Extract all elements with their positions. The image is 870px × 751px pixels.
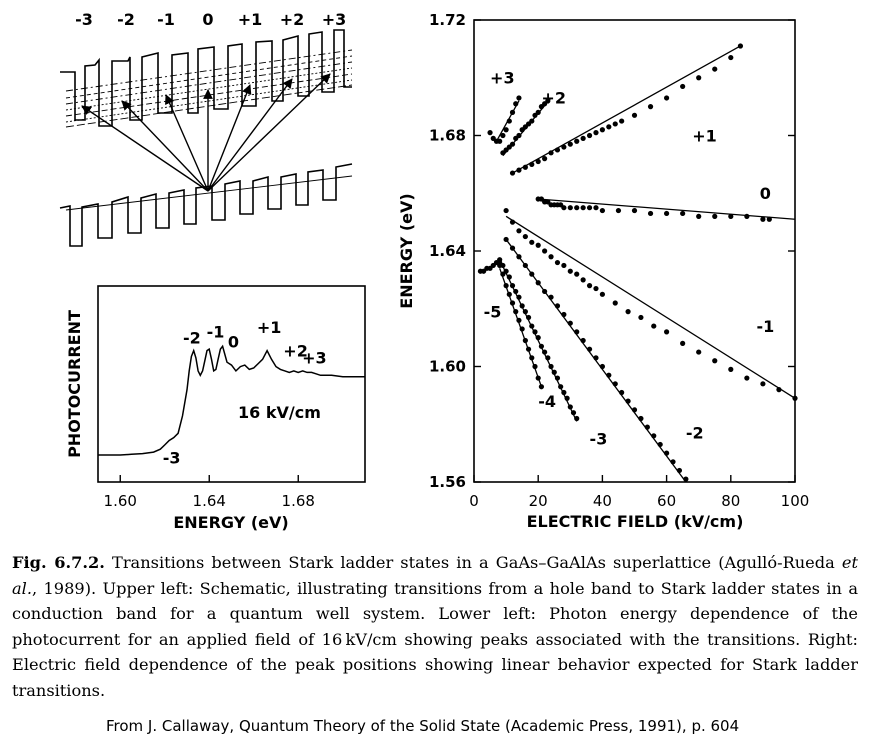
data-point (619, 390, 624, 395)
data-point (526, 315, 531, 320)
data-point (516, 133, 521, 138)
peak-label: +1 (256, 318, 282, 338)
x-tick-label: 100 (780, 492, 810, 510)
branch-label: 0 (759, 184, 771, 204)
data-point (504, 127, 509, 132)
branch-label: -4 (538, 391, 556, 411)
transition-arrow (208, 74, 330, 191)
x-tick-label: 1.68 (281, 492, 315, 510)
data-point (696, 349, 701, 354)
y-tick-label: 1.56 (428, 473, 466, 491)
data-point (529, 272, 534, 277)
data-point (516, 228, 521, 233)
valence-band-profile (60, 164, 352, 246)
fan-y-axis-label: ENERGY (eV) (397, 193, 416, 309)
data-point (571, 410, 576, 415)
data-point (520, 326, 525, 331)
caption-label: Fig. 6.7.2. (12, 553, 105, 572)
x-tick-label: 20 (528, 492, 548, 510)
data-point (536, 243, 541, 248)
level-label: 0 (202, 10, 214, 29)
caption-text-1: Transitions between Stark ladder states in a GaAs–GaAlAs superlattice (Agulló-Rueda (104, 553, 842, 572)
data-point (555, 260, 560, 265)
data-point (500, 272, 505, 277)
data-point (510, 283, 515, 288)
y-tick-label: 1.72 (428, 11, 466, 29)
data-point (587, 283, 592, 288)
photocurrent-y-axis-label: PHOTOCURRENT (65, 310, 84, 458)
data-point (552, 370, 557, 375)
branch-label: -2 (685, 423, 704, 443)
data-point (648, 211, 653, 216)
branch-label: +2 (541, 88, 566, 108)
data-point (638, 416, 643, 421)
peak-label: +3 (302, 348, 327, 368)
data-point (529, 162, 534, 167)
data-point (536, 110, 541, 115)
data-point (645, 425, 650, 430)
data-point (510, 110, 515, 115)
data-point (606, 124, 611, 129)
hole-level (66, 176, 352, 210)
data-point (638, 315, 643, 320)
data-point (587, 133, 592, 138)
data-point (680, 84, 685, 89)
caption-text-2: , 1989). Upper left: Schematic, illustrating transitions from a hole band to Stark ladder states in a conduction band for a quantum well system. Lower left: Photon energy dependence of the photocurrent for an applied field of 16 kV/cm showing peaks associated with the transitions. Right: Electric field dependence of the peak positions showing linear behavior expected for Stark ladder transitions. (12, 578, 858, 700)
data-point (510, 170, 515, 175)
data-point (487, 130, 492, 135)
data-point (600, 292, 605, 297)
data-point (529, 118, 534, 123)
data-point (677, 468, 682, 473)
data-point (744, 375, 749, 380)
data-point (712, 214, 717, 219)
data-point (625, 399, 630, 404)
data-point (510, 142, 515, 147)
data-point (581, 136, 586, 141)
transition-arrows (82, 74, 330, 191)
data-point (523, 263, 528, 268)
data-point (600, 208, 605, 213)
photocurrent-field-label: 16 kV/cm (238, 403, 321, 422)
data-point (568, 269, 573, 274)
data-point (561, 205, 566, 210)
photocurrent-plot (65, 286, 365, 532)
data-point (507, 118, 512, 123)
fit-line (513, 46, 741, 173)
data-point (600, 127, 605, 132)
data-point (632, 208, 637, 213)
data-point (548, 364, 553, 369)
data-point (542, 156, 547, 161)
x-tick-label: 60 (657, 492, 677, 510)
data-point (664, 211, 669, 216)
fan-axis-ticks (429, 11, 809, 510)
level-label: -3 (75, 10, 93, 29)
data-point (600, 364, 605, 369)
data-point (536, 280, 541, 285)
data-point (593, 355, 598, 360)
y-tick-label: 1.68 (428, 126, 466, 145)
data-point (548, 295, 553, 300)
fan-x-axis-label: ELECTRIC FIELD (kV/cm) (526, 512, 744, 531)
data-point (529, 240, 534, 245)
fit-line (506, 216, 795, 398)
data-point (712, 358, 717, 363)
data-point (574, 139, 579, 144)
peak-label: -1 (206, 322, 225, 342)
data-point (574, 272, 579, 277)
branch-label: +1 (692, 126, 717, 146)
data-point (555, 303, 560, 308)
data-point (696, 75, 701, 80)
data-point (664, 451, 669, 456)
data-point (513, 289, 518, 294)
peak-label: +2 (283, 341, 308, 361)
data-point (613, 300, 618, 305)
data-point (568, 142, 573, 147)
x-tick-label: 1.64 (192, 492, 226, 510)
data-point (760, 217, 765, 222)
level-label: -2 (117, 10, 135, 29)
transition-arrow (208, 79, 292, 191)
data-point (568, 205, 573, 210)
data-point (632, 407, 637, 412)
transition-arrow (122, 101, 208, 191)
data-point (542, 289, 547, 294)
data-point (504, 283, 509, 288)
stark-fan-plot (397, 11, 809, 531)
data-point (587, 347, 592, 352)
data-point (568, 321, 573, 326)
data-point (558, 384, 563, 389)
data-point (619, 118, 624, 123)
data-point (648, 104, 653, 109)
data-point (728, 55, 733, 60)
data-point (504, 237, 509, 242)
data-point (513, 309, 518, 314)
data-point (529, 323, 534, 328)
y-tick-label: 1.60 (428, 357, 466, 376)
data-point (767, 217, 772, 222)
data-point (581, 277, 586, 282)
data-point (561, 144, 566, 149)
data-point (542, 349, 547, 354)
data-point (539, 344, 544, 349)
data-point (728, 367, 733, 372)
data-point (651, 433, 656, 438)
data-point (536, 375, 541, 380)
data-point (523, 234, 528, 239)
data-point (664, 95, 669, 100)
data-point (516, 254, 521, 259)
data-point (510, 220, 515, 225)
data-point (561, 390, 566, 395)
data-point (526, 347, 531, 352)
data-point (536, 335, 541, 340)
data-point (497, 139, 502, 144)
caption-et-al: et al. (12, 553, 858, 598)
level-labels (75, 10, 346, 29)
branch-label: -3 (589, 429, 608, 449)
data-point (513, 101, 518, 106)
photocurrent-peak-labels (163, 318, 327, 468)
data-point (712, 66, 717, 71)
data-point (516, 295, 521, 300)
level-label: -1 (157, 10, 175, 29)
data-point (523, 165, 528, 170)
data-point (539, 384, 544, 389)
x-tick-label: 80 (721, 492, 741, 510)
data-point (545, 355, 550, 360)
data-point (625, 309, 630, 314)
peak-label: 0 (227, 332, 240, 352)
branch-label: -1 (756, 316, 775, 336)
x-tick-label: 1.60 (103, 492, 137, 510)
data-point (664, 329, 669, 334)
branch-label: +3 (490, 68, 515, 88)
data-point (568, 404, 573, 409)
data-point (738, 43, 743, 48)
data-point (542, 248, 547, 253)
data-point (520, 303, 525, 308)
data-point (510, 300, 515, 305)
data-point (728, 214, 733, 219)
level-label: +1 (237, 10, 263, 29)
data-point (776, 387, 781, 392)
data-point (564, 396, 569, 401)
peak-label: -2 (183, 328, 201, 348)
figure-caption (12, 550, 858, 703)
data-point (548, 150, 553, 155)
data-point (632, 113, 637, 118)
data-point (574, 329, 579, 334)
y-tick-label: 1.64 (428, 242, 466, 260)
data-point (532, 364, 537, 369)
data-point (500, 133, 505, 138)
level-label: +2 (279, 10, 305, 29)
data-point (574, 416, 579, 421)
data-point (651, 323, 656, 328)
data-point (555, 375, 560, 380)
data-point (497, 257, 502, 262)
data-point (616, 208, 621, 213)
data-point (792, 396, 797, 401)
data-point (593, 130, 598, 135)
data-point (587, 205, 592, 210)
level-label: +3 (321, 10, 347, 29)
stark-level (66, 80, 352, 122)
data-point (581, 338, 586, 343)
x-tick-label: 40 (592, 492, 612, 510)
data-point (523, 309, 528, 314)
data-point (658, 442, 663, 447)
data-point (555, 147, 560, 152)
data-point (548, 254, 553, 259)
data-point (670, 459, 675, 464)
data-point (516, 318, 521, 323)
data-point (683, 477, 688, 482)
peak-label: -3 (162, 448, 181, 468)
conduction-band-profile (60, 30, 352, 126)
source-credit: From J. Callaway, Quantum Theory of the Solid State (Academic Press, 1991), p. 604 (106, 717, 740, 735)
data-point (593, 286, 598, 291)
data-point (561, 263, 566, 268)
stark-ladder-schematic (60, 10, 352, 246)
data-point (516, 95, 521, 100)
data-point (561, 312, 566, 317)
data-point (516, 168, 521, 173)
data-point (744, 214, 749, 219)
photocurrent-axes-frame (98, 286, 365, 482)
photocurrent-x-ticks (104, 475, 315, 510)
branch-label: -5 (483, 302, 502, 322)
data-point (507, 274, 512, 279)
data-point (696, 214, 701, 219)
data-point (680, 341, 685, 346)
data-point (613, 381, 618, 386)
data-point (593, 205, 598, 210)
data-point (613, 121, 618, 126)
data-point (507, 292, 512, 297)
data-point (532, 329, 537, 334)
data-point (680, 211, 685, 216)
data-point (523, 338, 528, 343)
photocurrent-x-axis-label: ENERGY (eV) (173, 513, 289, 532)
data-point (529, 355, 534, 360)
data-point (510, 246, 515, 251)
data-point (581, 205, 586, 210)
x-tick-label: 0 (469, 492, 479, 510)
data-point (536, 159, 541, 164)
data-point (504, 208, 509, 213)
data-point (606, 373, 611, 378)
data-point (574, 205, 579, 210)
data-point (760, 381, 765, 386)
